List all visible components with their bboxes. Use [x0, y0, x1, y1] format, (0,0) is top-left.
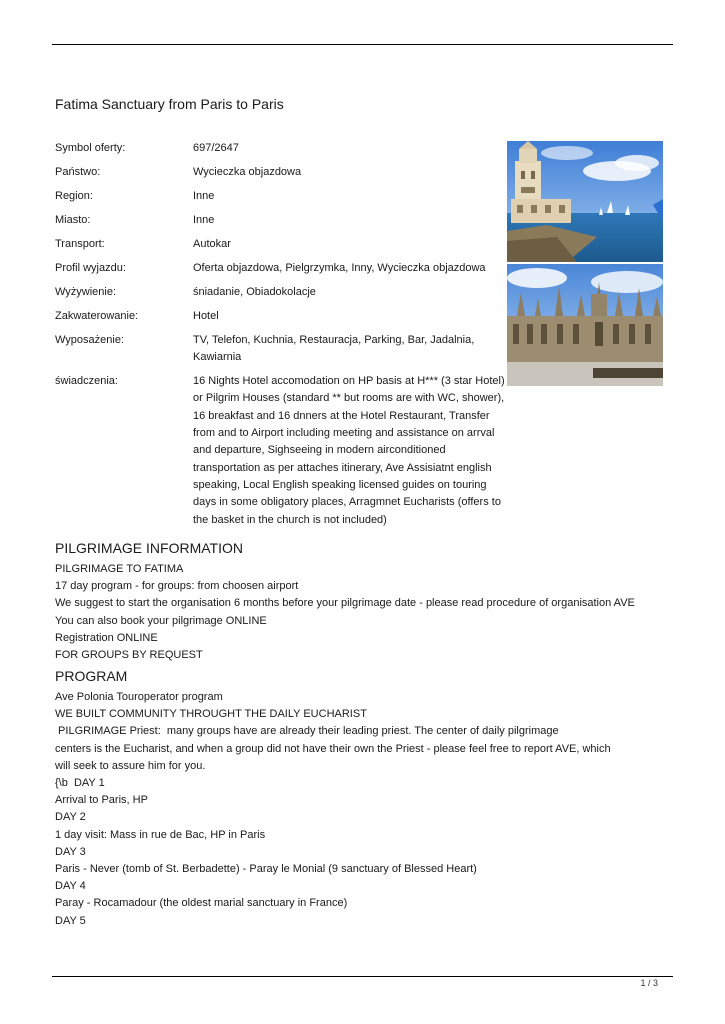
text-line: will seek to assure him for you.	[55, 759, 206, 772]
text-line: DAY 4	[55, 880, 86, 893]
text-line: Paray - Rocamadour (the oldest marial sanctuary in France)	[55, 897, 348, 910]
text-line: {\b DAY 1	[55, 777, 105, 790]
detail-label: Profil wyjazdu:	[55, 261, 126, 274]
text-line: 1 day visit: Mass in rue de Bac, HP in Paris	[55, 828, 266, 841]
header-rule	[52, 44, 673, 45]
text-line: FOR GROUPS BY REQUEST	[55, 649, 203, 662]
detail-row	[55, 140, 505, 157]
detail-label: Symbol oferty:	[55, 142, 126, 154]
detail-value: Inne	[193, 189, 215, 202]
text-line: 17 day program - for groups: from choosen airport	[55, 580, 299, 593]
detail-label: Transport:	[55, 237, 105, 250]
detail-value: Wycieczka objazdowa	[193, 165, 302, 178]
detail-value: Hotel	[193, 309, 219, 322]
text-line: DAY 2	[55, 811, 86, 824]
text-line: DAY 3	[55, 845, 86, 858]
detail-value: 16 Nights Hotel accomodation on HP basis at H*** (3 star Hotel) or Pilgrim Houses (standard ** but rooms are with WC, shower), 16 breakfast and 16 dnners at the Hotel Restaurant, Transfer from and to Airport including meeting and assistance on arrval and departure, Sighseeing in modern airconditioned transportation as per attaches itinerary, Ave Assisiatnt english speaking, Local English speaking licensed guides on touring days in some obligatory places, Arragmnet Eucharists (offers to the basket in the church is not included)	[193, 375, 505, 526]
page-title: Fatima Sanctuary from Paris to Paris	[55, 96, 284, 112]
detail-label: świadczenia:	[55, 375, 118, 388]
text-line: PILGRIMAGE Priest: many groups have are already their leading priest. The center of daily pilgrimage	[55, 725, 559, 738]
detail-row	[55, 188, 505, 205]
detail-label: Region:	[55, 189, 93, 202]
text-line: Paris - Never (tomb of St. Berbadette) - Paray le Monial (9 sanctuary of Blessed Heart)	[55, 863, 477, 876]
detail-label: Miasto:	[55, 213, 91, 226]
detail-row	[55, 212, 505, 229]
detail-label: Państwo:	[55, 165, 101, 178]
text-line: Arrival to Paris, HP	[55, 794, 148, 807]
text-line: WE BUILT COMMUNITY THROUGHT THE DAILY EUCHARIST	[55, 708, 367, 721]
detail-row	[55, 236, 505, 253]
text-line: You can also book your pilgrimage ONLINE	[55, 614, 267, 627]
program-text	[55, 689, 655, 930]
detail-row	[55, 260, 505, 277]
detail-row	[55, 284, 505, 301]
detail-label: Zakwaterowanie:	[55, 309, 139, 322]
text-line: PILGRIMAGE TO FATIMA	[55, 563, 184, 575]
text-line: Ave Polonia Touroperator program	[55, 691, 223, 703]
detail-value: TV, Telefon, Kuchnia, Restauracja, Parking, Bar, Jadalnia, Kawiarnia	[193, 333, 475, 364]
detail-value: 697/2647	[193, 142, 239, 154]
detail-value: śniadanie, Obiadokolacje	[193, 285, 316, 298]
detail-row	[55, 164, 505, 181]
offer-details	[55, 140, 505, 536]
footer-rule	[52, 976, 673, 977]
detail-row	[55, 308, 505, 325]
detail-value: Inne	[193, 213, 215, 226]
text-line: DAY 5	[55, 914, 86, 927]
pilgrimage-info-text	[55, 561, 655, 664]
pilgrimage-info-heading: PILGRIMAGE INFORMATION	[55, 540, 243, 556]
detail-label: Wyposażenie:	[55, 333, 124, 346]
tower-photo	[507, 141, 663, 262]
detail-label: Wyżywienie:	[55, 285, 117, 298]
detail-row	[55, 373, 505, 529]
text-line: centers is the Eucharist, and when a group did not have their own the Priest - please feel free to report AVE, which	[55, 742, 611, 755]
text-line: We suggest to start the organisation 6 months before your pilgrimage date - please read procedure of organisation AVE	[55, 597, 635, 610]
program-heading: PROGRAM	[55, 668, 128, 684]
detail-row	[55, 332, 505, 367]
monastery-photo	[507, 264, 663, 386]
text-line: Registration ONLINE	[55, 631, 158, 644]
page-number: 1 / 3	[640, 978, 658, 988]
detail-value: Autokar	[193, 237, 231, 250]
detail-value: Oferta objazdowa, Pielgrzymka, Inny, Wycieczka objazdowa	[193, 261, 486, 274]
